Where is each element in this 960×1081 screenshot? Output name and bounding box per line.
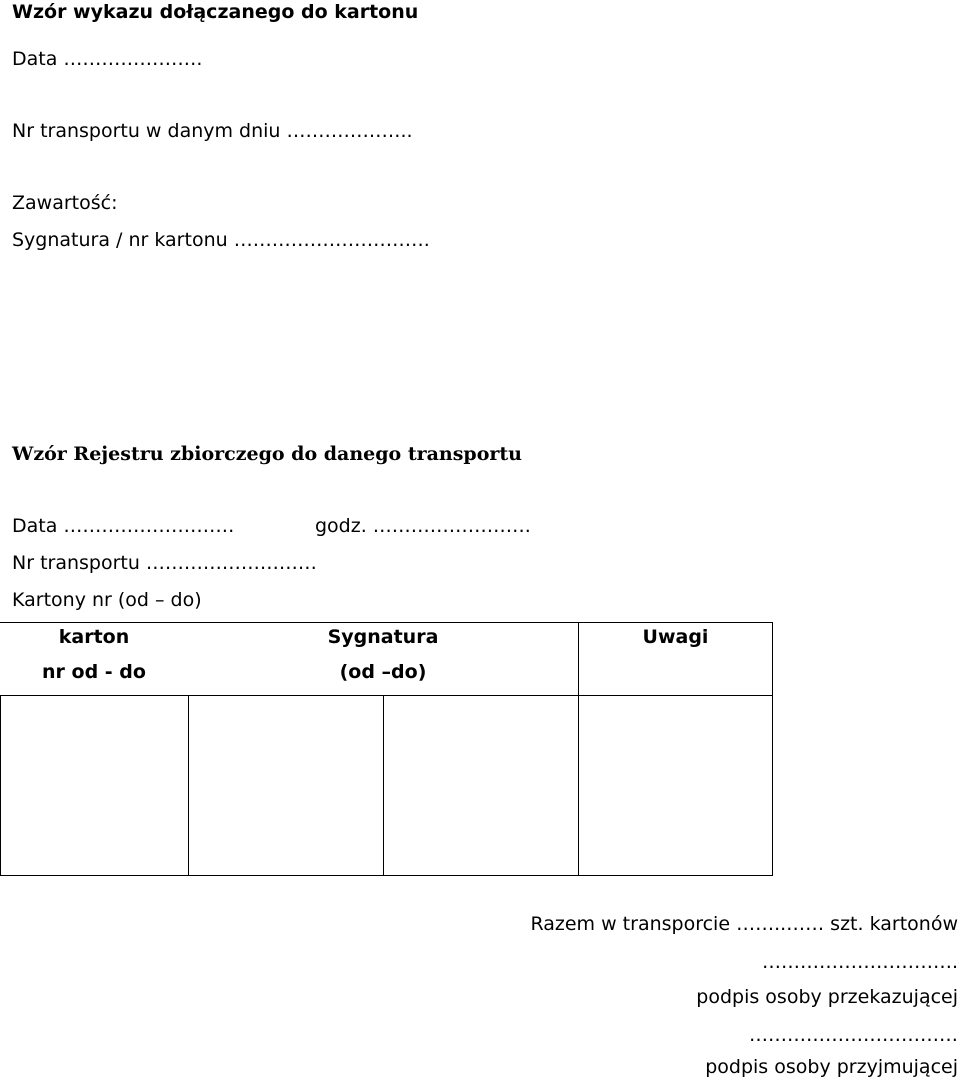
table-header-uwagi: Uwagi	[642, 626, 709, 648]
rejestr-table	[0, 622, 773, 876]
rejestr-kartony-line: Kartony nr (od – do)	[12, 589, 202, 611]
signature-dots-przekazujacej: ………………………….	[761, 951, 958, 973]
wykaz-data-line: Data ………………….	[12, 48, 209, 70]
wykaz-zawartosc-label: Zawartość:	[12, 192, 118, 214]
rejestr-nr-transportu-line: Nr transportu ………………………	[12, 552, 317, 574]
table-header-separator	[0, 695, 772, 696]
table-column-divider-2	[383, 695, 384, 875]
table-header-karton: karton	[58, 626, 130, 648]
rejestr-data-line: Data ………………………	[12, 515, 235, 537]
table-left-border	[0, 695, 1, 875]
wykaz-nr-transportu-line: Nr transportu w danym dniu ………………..	[12, 120, 413, 142]
table-header-sygnatura: Sygnatura	[327, 626, 439, 648]
table-column-divider-1	[188, 695, 189, 875]
table-header-divider	[578, 623, 579, 695]
razem-line: Razem w transporcie ……..…… szt. kartonów	[530, 913, 958, 935]
podpis-przyjmujacej-label: podpis osoby przyjmującej	[705, 1056, 958, 1078]
table-header-karton-range: nr od - do	[42, 661, 146, 683]
podpis-przekazujacej-label: podpis osoby przekazującej	[696, 986, 958, 1008]
table-column-divider-3	[578, 695, 579, 875]
wykaz-sygnatura-line: Sygnatura / nr kartonu ………………………….	[12, 229, 430, 251]
table-header-sygnatura-range: (od –do)	[339, 661, 427, 683]
rejestr-title: Wzór Rejestru zbiorczego do danego transportu	[12, 443, 522, 465]
rejestr-godz-line: godz. …………………….	[315, 515, 531, 537]
signature-dots-przyjmujacej: ……………………………	[749, 1024, 958, 1046]
wykaz-title: Wzór wykazu dołączanego do kartonu	[12, 1, 419, 23]
